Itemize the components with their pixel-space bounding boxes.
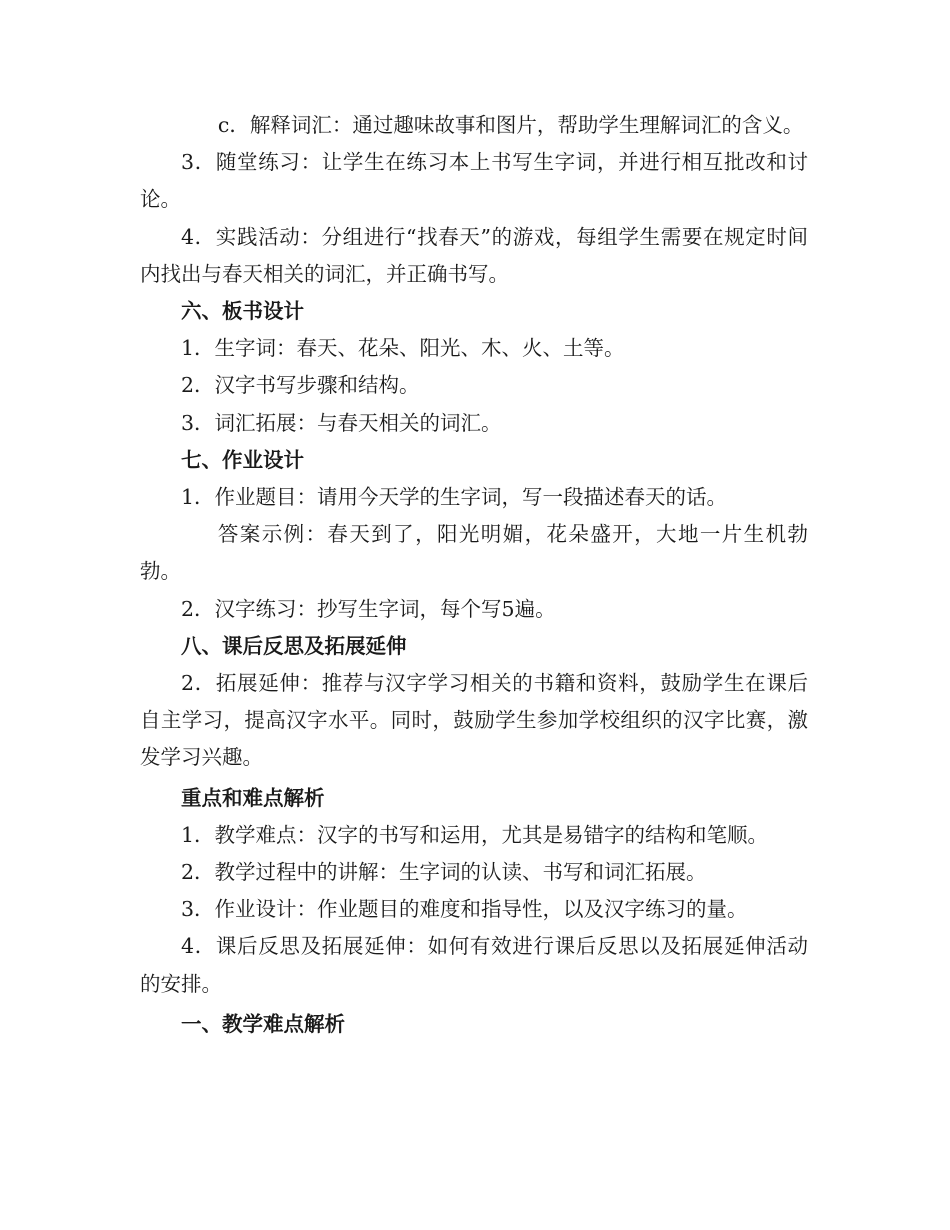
paragraph-practice-activity: 4．实践活动：分组进行“找春天”的游戏，每组学生需要在规定时间内找出与春天相关的词汇，并正确书写。 <box>140 224 808 286</box>
paragraph-extension: 2．拓展延伸：推荐与汉字学习相关的书籍和资料，鼓励学生在课后自主学习，提高汉字水平。同时，鼓励学生参加学校组织的汉字比赛，激发学习兴趣。 <box>140 671 808 770</box>
paragraph-homework-task: 1．作业题目：请用今天学的生字词，写一段描述春天的话。 <box>181 485 728 510</box>
paragraph-homework-character-practice: 2．汉字练习：抄写生字词，每个写5遍。 <box>181 596 556 621</box>
paragraph-key-reflection: 4．课后反思及拓展延伸：如何有效进行课后反思以及拓展延伸活动的安排。 <box>140 934 808 996</box>
heading-difficulty-analysis: 一、教学难点解析 <box>181 1011 345 1036</box>
paragraph-explain-vocabulary: c．解释词汇：通过趣味故事和图片，帮助学生理解词汇的含义。 <box>217 113 804 137</box>
heading-board-design: 六、板书设计 <box>181 299 304 324</box>
paragraph-board-writing-steps: 2．汉字书写步骤和结构。 <box>181 373 420 398</box>
heading-homework-design: 七、作业设计 <box>181 447 304 472</box>
paragraph-key-homework: 3．作业设计：作业题目的难度和指导性，以及汉字练习的量。 <box>181 897 748 922</box>
paragraph-board-vocabulary: 3．词汇拓展：与春天相关的词汇。 <box>181 410 502 435</box>
paragraph-board-new-words: 1．生字词：春天、花朵、阳光、木、火、土等。 <box>181 336 625 361</box>
heading-key-points: 重点和难点解析 <box>181 785 325 810</box>
paragraph-in-class-practice: 3．随堂练习：让学生在练习本上书写生字词，并进行相互批改和讨论。 <box>140 150 808 212</box>
paragraph-key-teaching-process: 2．教学过程中的讲解：生字词的认读、书写和词汇拓展。 <box>181 860 707 885</box>
document-body <box>140 107 808 1043</box>
paragraph-homework-answer-example: 答案示例：春天到了，阳光明媚，花朵盛开，大地一片生机勃勃。 <box>140 522 808 584</box>
paragraph-key-difficulty: 1．教学难点：汉字的书写和运用，尤其是易错字的结构和笔顺。 <box>181 822 769 847</box>
heading-reflection-extension: 八、课后反思及拓展延伸 <box>181 633 407 658</box>
